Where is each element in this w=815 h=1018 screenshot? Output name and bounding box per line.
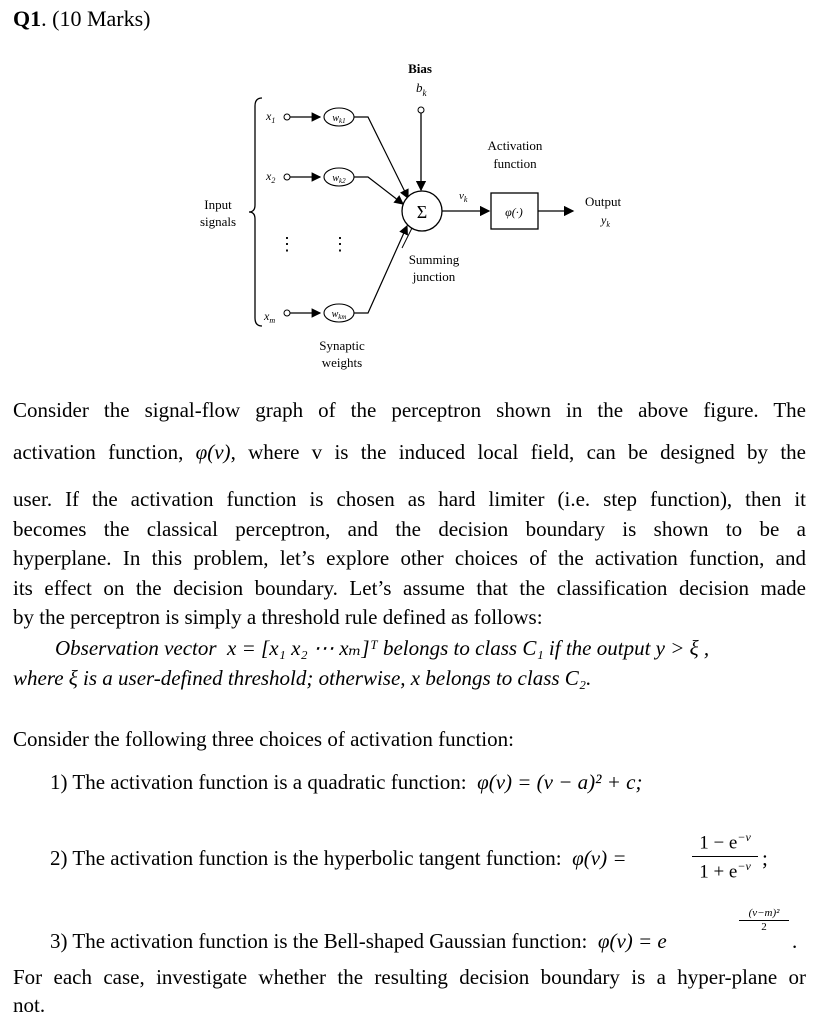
summing-junction-label: Summing [408,252,460,267]
choices-intro: Consider the following three choices of activation function: [13,727,514,751]
output-symbol: $y_k$ [601,213,610,229]
input-signals-label: Input [204,197,232,212]
weight-wk1-label: $w_{k1}$ [332,113,346,125]
input-x1: $x_1$ [266,109,276,125]
question-heading: Q1. (10 Marks) [13,6,151,31]
bias-symbol: $b_k$ [416,80,427,98]
weight-wk2-label: $w_{k2}$ [332,173,346,185]
para1-line2: activation function, φ(v), where v is the induced local field, can be designed by the [13,440,807,464]
choice-1-formula: φ(v) = (v − a)² + c; [477,770,643,794]
input-xm: $x_m$ [264,309,276,325]
choice-2-end: ; [762,846,768,870]
choice-2: 2) The activation function is the hyperbolic tangent function: φ(v) = [50,846,627,870]
para1-line3: user. If the activation function is chosen as hard limiter (i.e. step function), then it [13,487,806,511]
activation-function-label-2: function [493,156,537,171]
weight-wkm-label: $w_{km}$ [331,309,347,321]
summing-symbol: Σ [416,202,428,222]
perceptron-diagram [0,0,815,390]
choice-3-exponent: $\frac{\text{(v−m)²}}{2}$ [739,907,789,933]
input-bracket [249,98,262,326]
input-node-m [284,310,290,316]
synaptic-weights-label: Synaptic [319,338,365,353]
ellipsis-w: ⋮ [331,234,349,254]
input-signals-label-2: signals [199,214,237,229]
para1-line4: becomes the classical perceptron, and the decision boundary is shown to be a [13,517,806,541]
input-x2: $x_2$ [266,169,276,185]
question-number: Q1 [13,6,42,31]
question-marks: (10 Marks) [52,6,151,31]
synaptic-weights-label-2: weights [321,355,363,370]
bias-label: Bias [408,61,432,76]
choice-1: 1) The activation function is a quadratic function: φ(v) = (v − a)² + c; [50,770,643,794]
para1-line5: hyperplane. In this problem, let’s explore other choices of the activation function, and [13,546,806,570]
summing-junction-label-2: junction [412,269,456,284]
para1-line6: its effect on the decision boundary. Let’s assume that the classification decision made [13,576,806,600]
rule-line2: where ξ is a user-defined threshold; otherwise, x belongs to class C₂. [13,666,592,690]
ellipsis-x: ⋮ [278,234,296,254]
para1-line1: Consider the signal-flow graph of the perceptron shown in the above figure. The [13,398,806,422]
input-node-1 [284,114,290,120]
activation-symbol: φ(·) [505,205,523,219]
closing-line1: For each case, investigate whether the resulting decision boundary is a hyper-plane or [13,965,806,989]
choice-3-end: . [792,929,798,953]
activation-function-label: Activation [487,138,543,153]
choice-2-fraction: $\frac{1 - e^{-v}}{1 + e^{-v}}$ [692,830,758,884]
input-node-2 [284,174,290,180]
choice-3: 3) The activation function is the Bell-shaped Gaussian function: φ(v) = e [50,929,667,953]
bias-node [418,107,424,113]
rule-line1: Observation vector x = [x₁ x₂ ⋯ xₘ]ᵀ belongs to class C₁ if the output y > ξ , [55,636,710,660]
para1-line7: by the perceptron is simply a threshold rule defined as follows: [13,605,543,629]
output-label: Output [584,194,622,209]
closing-line2: not. [13,993,46,1017]
local-field-symbol: $v_k$ [459,190,468,204]
